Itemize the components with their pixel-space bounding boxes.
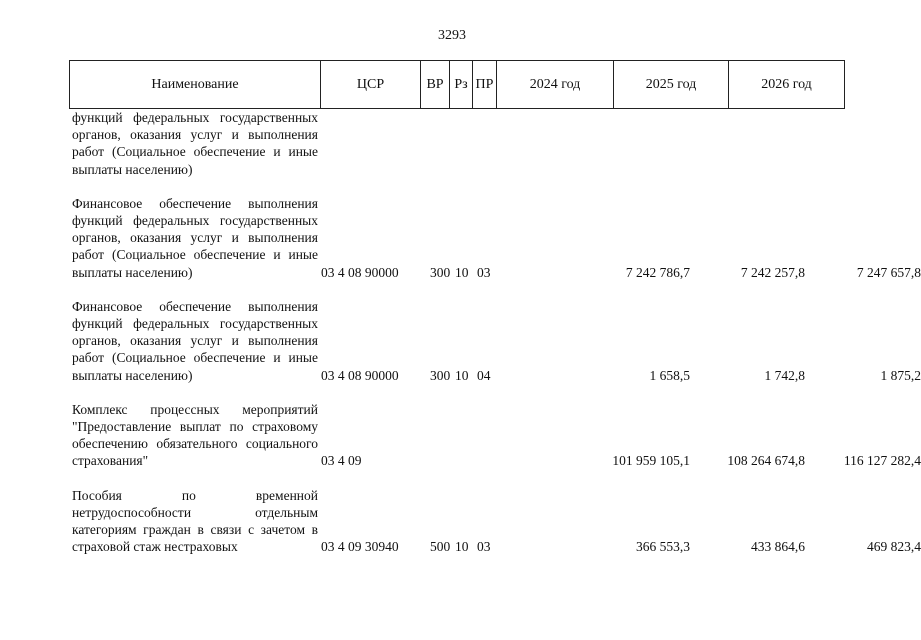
- header-vr: ВР: [421, 61, 450, 109]
- row-2025: 108 264 674,8: [727, 453, 805, 469]
- row-name: Пособия по временной нетрудоспособности отдельным категориям граждан в связи с зачетом в страховой стаж нестраховых: [72, 487, 318, 555]
- row-2024: 366 553,3: [636, 539, 690, 555]
- header-pr: ПР: [473, 61, 497, 109]
- row-name: функций федеральных государственных органов, оказания услуг и выполнения работ (Социальное обеспечение и иные выплаты населению): [72, 110, 318, 177]
- row-2026: 1 875,2: [880, 367, 921, 383]
- row-2024: 1 658,5: [649, 367, 690, 383]
- header-rz: Рз: [450, 61, 473, 109]
- header-2026: 2026 год: [729, 61, 845, 109]
- row-pr: 03: [477, 264, 491, 280]
- row-2025: 1 742,8: [764, 367, 805, 383]
- row-vr: 300: [430, 264, 451, 280]
- row-name: Финансовое обеспечение выполнения функций федеральных государственных органов, оказания услуг и выполнения работ (Социальное обеспечение и иные выплаты населению): [72, 195, 318, 280]
- row-2026: 116 127 282,4: [843, 453, 921, 469]
- row-csr: 03 4 09: [321, 453, 362, 469]
- row-2025: 7 242 257,8: [740, 264, 805, 280]
- row-vr: 500: [430, 539, 451, 555]
- table-row: [72, 109, 862, 178]
- row-2026: 7 247 657,8: [856, 264, 921, 280]
- table-header: [69, 60, 845, 109]
- row-2026: 469 823,4: [867, 539, 921, 555]
- page-number: 3293: [438, 28, 466, 43]
- row-rz: 10: [455, 264, 469, 280]
- table-row: [72, 401, 921, 470]
- header-2024: 2024 год: [497, 61, 614, 109]
- row-csr: 03 4 08 90000: [321, 264, 399, 280]
- row-rz: 10: [455, 367, 469, 383]
- table-body: [72, 109, 921, 555]
- table-row: [72, 487, 921, 556]
- row-2024: 7 242 786,7: [625, 264, 690, 280]
- header-csr: ЦСР: [321, 61, 421, 109]
- row-name: Финансовое обеспечение выполнения функций федеральных государственных органов, оказания услуг и выполнения работ (Социальное обеспечение и иные выплаты населению): [72, 298, 318, 383]
- row-pr: 03: [477, 539, 491, 555]
- table-row: [72, 195, 921, 281]
- row-rz: 10: [455, 539, 469, 555]
- header-2025: 2025 год: [614, 61, 729, 109]
- row-csr: 03 4 08 90000: [321, 367, 399, 383]
- row-pr: 04: [477, 367, 491, 383]
- header-name: Наименование: [70, 61, 321, 109]
- row-vr: 300: [430, 367, 451, 383]
- table-row: [72, 298, 921, 384]
- row-csr: 03 4 09 30940: [321, 539, 399, 555]
- row-name: Комплекс процессных мероприятий "Предоставление выплат по страховому обеспечению обязательного социального страхования": [72, 401, 318, 469]
- row-2024: 101 959 105,1: [612, 453, 690, 469]
- row-2025: 433 864,6: [751, 539, 805, 555]
